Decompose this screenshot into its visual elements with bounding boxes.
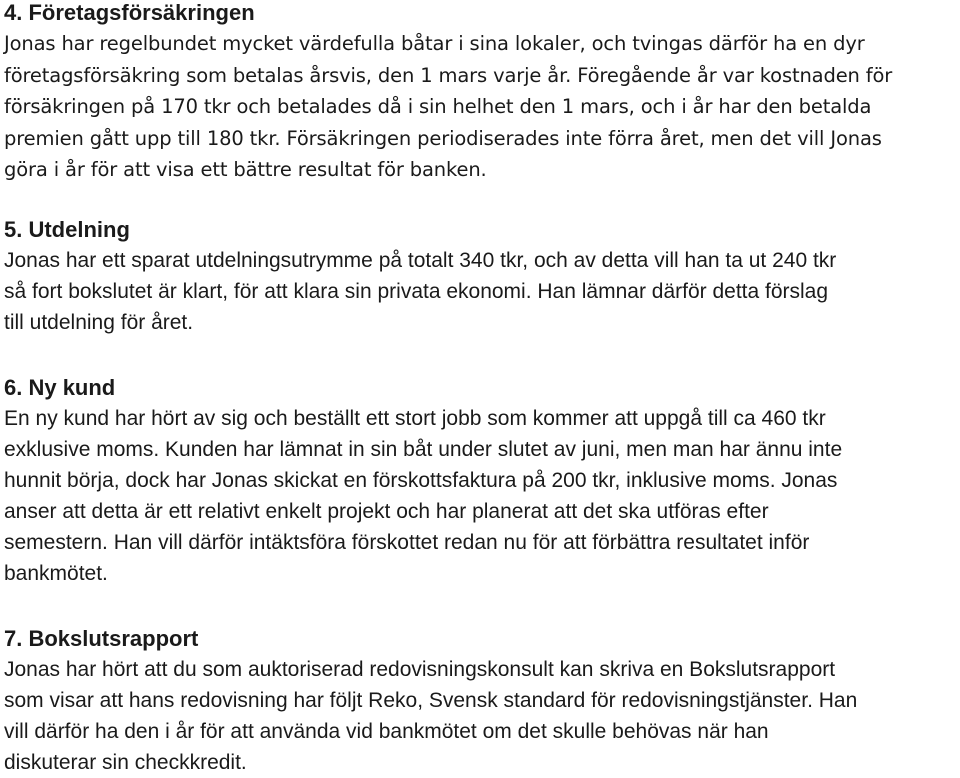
paragraph-line: semestern. Han vill därför intäktsföra förskottet redan nu för att förbättra resultatet inför bbox=[4, 531, 810, 554]
section-paragraph bbox=[4, 28, 960, 186]
section-heading: 4. Företagsförsäkringen bbox=[4, 0, 255, 25]
section-paragraph bbox=[4, 403, 960, 589]
section-bokslutsrapport bbox=[4, 623, 960, 778]
paragraph-line: diskuterar sin checkkredit. bbox=[4, 751, 247, 774]
section-paragraph bbox=[4, 654, 960, 778]
paragraph-line: premien gått upp till 180 tkr. Försäkringen periodiserades inte förra året, men det vill Jonas bbox=[4, 126, 882, 150]
section-heading: 7. Bokslutsrapport bbox=[4, 626, 199, 651]
paragraph-line: vill därför ha den i år för att använda vid bankmötet om det skulle behövas när han bbox=[4, 720, 769, 743]
paragraph-line: som visar att hans redovisning har följt Reko, Svensk standard för redovisningstjänster. Han bbox=[4, 689, 858, 712]
paragraph-line: göra i år för att visa ett bättre resultat för banken. bbox=[4, 158, 487, 182]
section-paragraph bbox=[4, 245, 960, 338]
paragraph-line: försäkringen på 170 tkr och betalades då i sin helhet den 1 mars, och i år har den betalda bbox=[4, 95, 872, 119]
paragraph-line: anser att detta är ett relativt enkelt projekt och har planerat att det ska utföras efter bbox=[4, 500, 769, 523]
section-ny-kund bbox=[4, 372, 960, 589]
paragraph-line: Jonas har regelbundet mycket värdefulla båtar i sina lokaler, och tvingas därför ha en dyr bbox=[4, 32, 865, 55]
paragraph-line: Jonas har ett sparat utdelningsutrymme på totalt 340 tkr, och av detta vill han ta ut 240 tkr bbox=[4, 249, 837, 272]
section-utdelning bbox=[4, 214, 960, 338]
paragraph-line: till utdelning för året. bbox=[4, 311, 194, 334]
paragraph-line: En ny kund har hört av sig och beställt ett stort jobb som kommer att uppgå till ca 460 tkr bbox=[4, 407, 826, 430]
paragraph-line: Jonas har hört att du som auktoriserad redovisningskonsult kan skriva en Bokslutsrapport bbox=[4, 658, 836, 681]
paragraph-line: hunnit börja, dock har Jonas skickat en förskottsfaktura på 200 tkr, inklusive moms. Jonas bbox=[4, 469, 838, 492]
paragraph-line: exklusive moms. Kunden har lämnat in sin båt under slutet av juni, men man har ännu inte bbox=[4, 438, 843, 461]
section-heading: 6. Ny kund bbox=[4, 375, 116, 400]
paragraph-line: företagsförsäkring som betalas årsvis, den 1 mars varje år. Föregående år var kostnaden för bbox=[4, 63, 893, 87]
paragraph-line: bankmötet. bbox=[4, 562, 108, 585]
section-heading: 5. Utdelning bbox=[4, 217, 130, 242]
paragraph-line: så fort bokslutet är klart, för att klara sin privata ekonomi. Han lämnar därför detta förslag bbox=[4, 280, 829, 303]
section-foretagsforsakringen bbox=[4, 0, 960, 186]
